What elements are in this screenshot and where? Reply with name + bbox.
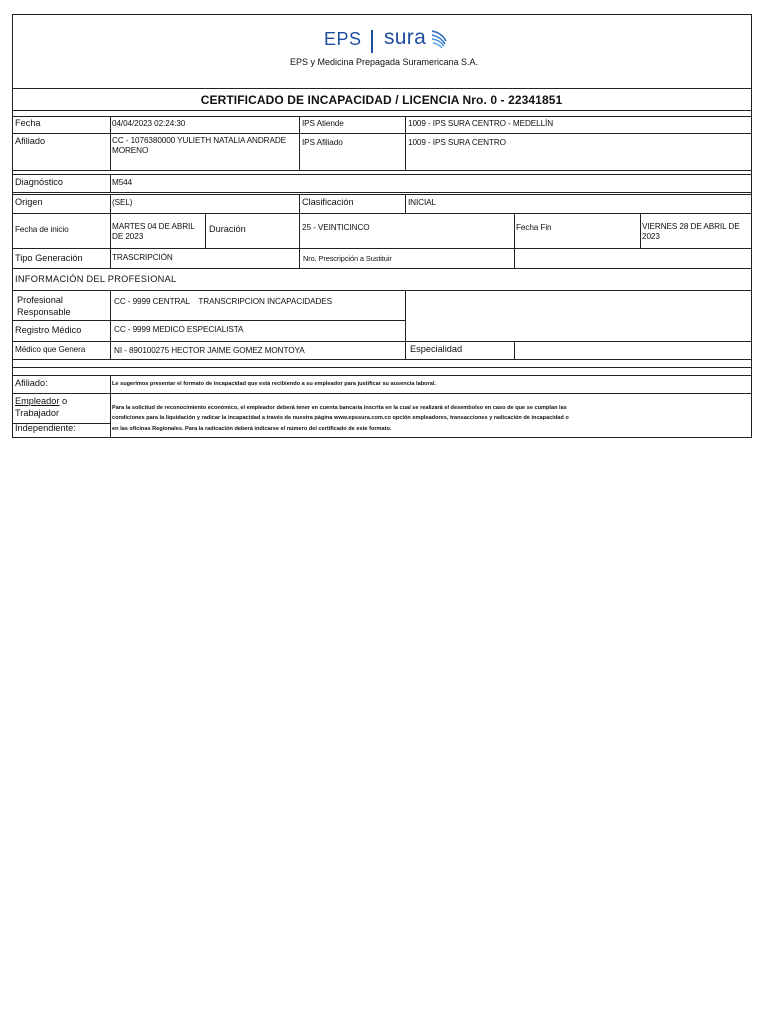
rule: [110, 174, 111, 192]
tipo-generacion-value: TRASCRIPCIÓN: [112, 253, 173, 262]
rule: [12, 393, 752, 394]
rule: [12, 133, 752, 134]
empleador-text-line: Para la solicitud de reconocimiento económico, el empleador deberá tener en cuenta bancaria inscrita en la cual se realizará el desembolso en caso de que se cumplan las: [112, 405, 567, 411]
rule: [514, 213, 515, 248]
section-title: INFORMACIÓN DEL PROFESIONAL: [15, 274, 177, 284]
empleador-text-line: en las oficinas Regionales. Para la radicación deberá indicarse el número del certificado de este formato.: [112, 426, 392, 432]
rule: [405, 194, 406, 213]
tipo-generacion-label: Tipo Generación: [15, 253, 83, 263]
rule: [110, 213, 111, 248]
rule: [12, 192, 752, 193]
rule: [12, 116, 752, 117]
ips-atiende-label: IPS Atiende: [302, 119, 344, 128]
logo-sura-text: sura: [384, 26, 427, 49]
fecha-fin-value: VIERNES 28 DE ABRIL DE 2023: [642, 222, 740, 241]
rule: [12, 88, 752, 89]
clasificacion-label: Clasificación: [302, 197, 354, 207]
empleador-o: o: [59, 396, 68, 406]
rule: [405, 116, 406, 170]
rule: [751, 14, 752, 438]
fecha-label: Fecha: [15, 118, 41, 128]
trabajador-label: Trabajador: [15, 408, 60, 418]
responsable-value: CC - 9999 CENTRAL TRANSCRIPCION INCAPACIDADES: [114, 297, 332, 306]
afiliado-label: Afiliado: [15, 136, 46, 146]
origen-label: Origen: [15, 197, 43, 207]
duracion-value: 25 - VEINTICINCO: [302, 223, 370, 232]
logo-eps-text: EPS: [324, 29, 362, 49]
rule: [12, 320, 406, 321]
medico-value: NI - 890100275 HECTOR JAIME GOMEZ MONTOYA: [114, 346, 305, 355]
rule: [12, 248, 752, 249]
afiliado-value: CC - 1076380000 YULIETH NATALIA ANDRADE MORENO: [112, 136, 287, 155]
rule: [12, 174, 752, 175]
notes-afiliado-text: Le sugerimos presentar el formato de incapacidad que está recibiendo a su empleador para justificar su ausencia laboral.: [112, 381, 436, 387]
duracion-label: Duración: [209, 224, 246, 234]
rule: [12, 194, 752, 195]
fecha-fin-label: Fecha Fin: [516, 223, 552, 232]
rule: [12, 14, 752, 15]
rule: [110, 248, 111, 268]
logo-divider: [371, 30, 373, 53]
rule: [12, 170, 752, 171]
sura-wing-icon: [430, 27, 452, 51]
rule: [514, 248, 515, 268]
rule: [299, 213, 300, 248]
medico-label: Médico que Genera: [15, 345, 86, 354]
origen-value: (SEL): [112, 198, 133, 207]
rule: [12, 213, 752, 214]
rule: [299, 116, 300, 170]
fecha-inicio-label: Fecha de inicio: [15, 225, 69, 234]
fecha-value: 04/04/2023 02:24:30: [112, 119, 186, 128]
rule: [640, 213, 641, 248]
nro-prescripcion-label: Nro. Prescripción a Sustituir: [303, 254, 392, 263]
ips-afiliado-label: IPS Afiliado: [302, 138, 343, 147]
empleador-word: Empleador: [15, 396, 60, 406]
rule: [12, 268, 752, 269]
ips-atiende-value: 1009 - IPS SURA CENTRO - MEDELLÍN: [408, 119, 554, 128]
rule: [12, 437, 752, 438]
rule: [110, 290, 111, 359]
diagnostico-value: M544: [112, 178, 133, 187]
rule: [405, 290, 406, 359]
rule: [12, 375, 752, 376]
certificate-title: CERTIFICADO DE INCAPACIDAD / LICENCIA Nro. 0 - 22341851: [200, 93, 563, 107]
registro-label: Registro Médico: [15, 325, 82, 335]
empleador-label: [15, 396, 67, 407]
rule: [205, 213, 206, 248]
fecha-inicio-value: MARTES 04 DE ABRIL DE 2023: [112, 222, 195, 241]
rule: [12, 341, 752, 342]
rule: [110, 116, 111, 170]
rule: [12, 359, 752, 360]
rule: [12, 290, 752, 291]
notes-afiliado-label: Afiliado:: [15, 378, 48, 388]
rule: [110, 194, 111, 213]
rule: [12, 110, 752, 111]
rule: [12, 367, 752, 368]
independiente-label: Independiente:: [15, 423, 76, 433]
clasificacion-value: INICIAL: [408, 198, 436, 207]
empleador-text-line: condiciones para la liquidación y radicar la incapacidad a través de nuestra página www.epssura.com.co opción empleadores, transacciones y radicación de incapacidad o: [112, 415, 569, 421]
rule: [110, 375, 111, 437]
especialidad-label: Especialidad: [410, 344, 463, 354]
diagnostico-label: Diagnóstico: [15, 177, 64, 187]
company-subtitle: EPS y Medicina Prepagada Suramericana S.A.: [289, 57, 479, 67]
ips-afiliado-value: 1009 - IPS SURA CENTRO: [408, 138, 506, 147]
responsable-label: Profesional Responsable: [17, 295, 71, 317]
rule: [299, 248, 300, 268]
rule: [12, 14, 13, 438]
registro-value: CC - 9999 MEDICO ESPECIALISTA: [114, 325, 244, 334]
rule: [299, 194, 300, 213]
rule: [514, 341, 515, 359]
